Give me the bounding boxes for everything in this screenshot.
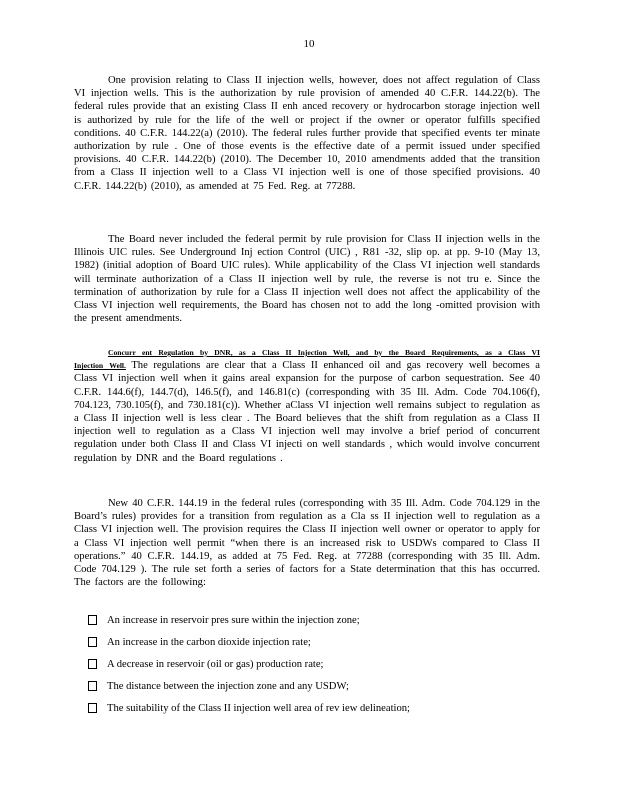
paragraph-transition-rule: New 40 C.F.R. 144.19 in the federal rules (corresponding with 35 Ill. Adm. Code 704.129 in the Board’s rules) provides for a transition from regulation as a Cla ss II injection well to regulation as a Class VI injection well. The provision requires the Class II injection well owner or operator to apply for a Class VI injection well permit “when there is an increased risk to USDWs compared to Class II operations.” 40 C.F.R. 144.19, as added at 75 Fed. Reg. at 77288 (corresponding with 35 Ill. Adm. Code 704.129 ). The rule set forth a series of factors for a State determination that this has occurred. The factors are the following: — [74, 498, 540, 589]
list-item-text: A decrease in reservoir (oil or gas) production rate; — [107, 659, 324, 670]
bullet-box-icon — [88, 703, 97, 713]
bullet-box-icon — [88, 659, 97, 669]
list-item-text: An increase in the carbon dioxide injection rate; — [107, 637, 311, 648]
list-item — [88, 636, 548, 658]
list-item — [88, 614, 548, 636]
list-item — [88, 702, 548, 724]
list-item-text: The suitability of the Class II injection well area of rev iew delineation; — [107, 703, 411, 714]
factor-list — [88, 614, 548, 724]
section-heading: Concurr ent Regulation by DNR, as a Class II Injection Well, and by the Board Requirements, as a Class VI Injection Well. — [74, 348, 540, 371]
paragraph-authorization-by-rule: One provision relating to Class II injection wells, however, does not affect regulation of Class VI injection wells. This is the authorization by rule provision of amended 40 C.F.R. 144.22(b). The federal rules provide that an existing Class II enh anced recovery or hydrocarbon storage injection well is authorized by rule for the life of the well or project if the owner or operator fulfills specified conditions. 40 C.F.R. 144.22(a) (2010). The federal rules further provide that specified events ter minate authorization by rule . One of those events is the effective date of a permit issued under specified provisions. 40 C.F.R. 144.22(b) (2010). The December 10, 2010 amendments added that the transition from a Class II injection well to a Class VI injection well is one of those specified provisions. 40 C.F.R. 144.22(b) (2010), as amended at 75 Fed. Reg. at 77288. — [74, 75, 540, 192]
bullet-box-icon — [88, 615, 97, 625]
paragraph-concurrent-regulation-text: The regulations are clear that a Class II enhanced oil and gas recovery well becomes a Class VI injection well when it gains areal expansion for the purpose of carbon sequestration. See 40 C.F.R. 144.6(f), 144.7(d), 146.5(f), and 146.81(c) (corresponding with 35 Ill. Adm. Code 704.106(f), 704.123, 730.105(f), and 730.181(c)). Whether aClass VI injection well remains subject to regulation as a Class II injection well is less clear . The Board believes that the shift from regulation as a Class II injection well to regulation as a Class VI injection well may involve a brief period of concurrent regulation under both Class II and Class VI injecti on well standards , which would involve concurrent regulation by DNR and the Board regulations . — [74, 360, 541, 464]
list-item — [88, 658, 548, 680]
paragraph-concurrent-regulation — [74, 346, 540, 465]
list-item-text: The distance between the injection zone and any USDW; — [107, 681, 350, 692]
paragraph-board-permit-by-rule: The Board never included the federal permit by rule provision for Class II injection wells in the Illinois UIC rules. See Underground Inj ection Control (UIC) , R81 -32, slip op. at pp. 9-10 (May 13, 1982) (initial adoption of Board UIC rules). While applicability of the Class VI injection well standards will terminate authorization of a Class II injection well by rule, the reverse is not tru e. Since the termination of authorization by rule for a Class II injection well does not affect the applicability of the Class VI injection well requirements, the Board has chosen not to add the long -omitted provision with the present amendments. — [74, 234, 540, 325]
page-number: 10 — [303, 38, 315, 50]
bullet-box-icon — [88, 681, 97, 691]
list-item-text: An increase in reservoir pres sure within the injection zone; — [107, 615, 360, 626]
bullet-box-icon — [88, 637, 97, 647]
list-item — [88, 680, 548, 702]
